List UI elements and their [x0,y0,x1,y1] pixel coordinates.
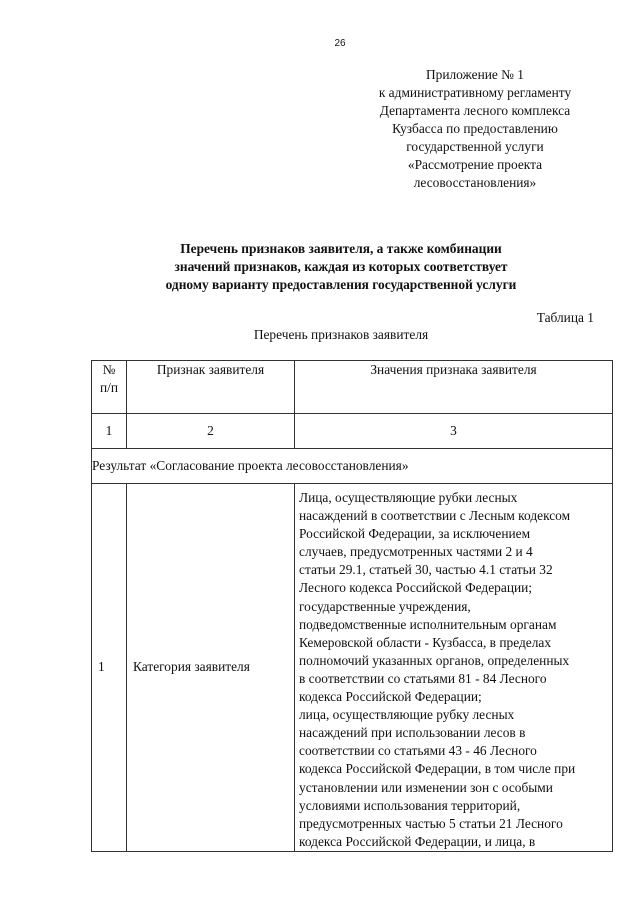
value-line: насаждений при использовании лесов в [299,725,526,741]
value-line: государственные учреждения, [299,598,471,614]
column-number: 2 [127,414,295,449]
appendix-block [355,66,595,192]
value-line: Лица, осуществляющие рубки лесных [299,490,518,505]
column-number-row [92,414,613,449]
row-feature: Категория заявителя [127,484,295,852]
header-feature: Признак заявителя [127,361,295,414]
appendix-line: Приложение № 1 [425,67,525,82]
heading-line: Перечень признаков заявителя, а также комбинации [180,241,502,256]
result-title: Результат «Согласование проекта лесовосстановления» [92,449,613,484]
table-caption: Перечень признаков заявителя [253,327,429,342]
column-number: 1 [92,414,127,449]
value-line: предусмотренных частью 5 статьи 21 Лесного [299,815,563,831]
heading-line: значений признаков, каждая из которых соответствует [174,259,508,274]
value-line: полномочий указанных органов, определенных [299,652,570,668]
header-number-line1: № [102,362,116,377]
document-heading [92,240,590,294]
value-line: кодекса Российской Федерации, и лица, в [299,833,536,849]
table-row [92,484,613,852]
value-line: кодекса Российской Федерации, в том числе при [299,761,576,777]
appendix-line: «Рассмотрение проекта [407,157,543,172]
appendix-line: лесовосстановления» [413,175,537,190]
value-line: в соответствии со статьями 81 - 84 Лесного [299,670,547,686]
value-line: Российской Федерации, за исключением [299,526,531,542]
header-values: Значения признака заявителя [295,361,613,414]
appendix-line: Кузбасса по предоставлению [392,121,558,136]
table-header-row [92,361,613,414]
value-line: условиями использования территорий, [299,797,521,813]
value-line: Лесного кодекса Российской Федерации; [299,580,533,596]
header-number-line2: п/п [99,380,119,395]
result-row [92,449,613,484]
value-line: Кемеровской области - Кузбасса, в пределах [299,634,552,650]
value-line: подведомственные исполнительным органам [299,616,557,632]
value-line: лица, осуществляющие рубку лесных [299,707,515,723]
value-line: случаев, предусмотренных частями 2 и 4 [299,544,533,560]
column-number: 3 [295,414,613,449]
applicant-features-table [91,360,613,852]
value-line: кодекса Российской Федерации; [299,689,482,705]
row-values [295,484,613,852]
heading-line: одному варианту предоставления государственной услуги [165,277,517,292]
appendix-line: Департамента лесного комплекса [379,103,571,118]
value-line: соответствии со статьями 43 - 46 Лесного [299,743,537,759]
value-line: насаждений в соответствии с Лесным кодексом [299,508,571,524]
header-number [92,361,127,414]
row-number: 1 [92,484,127,852]
appendix-line: к административному регламенту [378,85,572,100]
value-line: установлении или изменении зон с особыми [299,779,553,795]
appendix-line: государственной услуги [406,139,544,154]
table-number: Таблица 1 [536,310,594,325]
value-line: статьи 29.1, статьей 30, частью 4.1 статьи 32 [299,562,553,578]
page-number: 26 [334,38,346,49]
